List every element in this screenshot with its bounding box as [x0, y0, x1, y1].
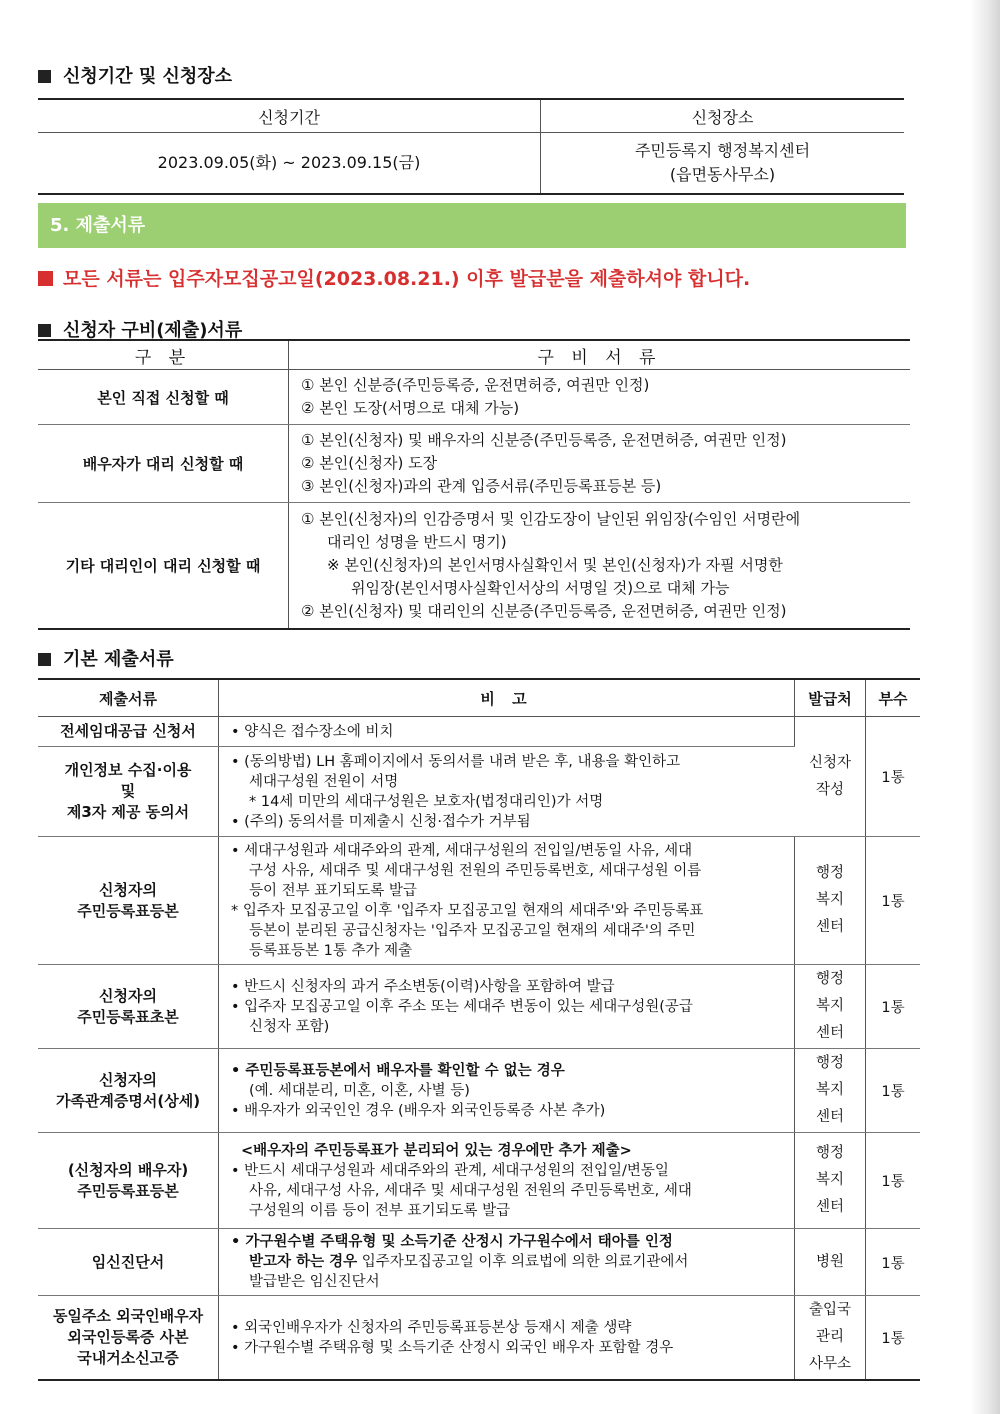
notice-line: 모든 서류는 입주자모집공고일(2023.08.21.) 이후 발급분을 제출하셔야 합니다. [38, 264, 750, 291]
doc-cell: 동일주소 외국인배우자 외국인등록증 사본 국내거소신고증 [38, 1296, 219, 1381]
period-header: 신청기간 [38, 99, 541, 133]
note-cell: • (동의방법) LH 홈페이지에서 동의서를 내려 받은 후, 내용을 확인하고 세대구성원 전원이 서명 * 14세 미만의 세대구성원은 보호자(법정대리인)가 서명 • (주의) 동의서를 미제출시 신청·접수가 거부됨 [219, 747, 795, 837]
issuer-cell: 출입국 관리 사무소 [795, 1296, 866, 1381]
table-row [38, 1296, 920, 1381]
doc-cell: 신청자의 가족관계증명서(상세) [38, 1049, 219, 1133]
place-line-2: (읍면동사무소) [669, 165, 776, 184]
red-square-bullet-icon [38, 271, 53, 286]
page-edge-shadow [970, 0, 1000, 1414]
copies-cell: 1통 [866, 717, 921, 837]
note-cell: <배우자의 주민등록표가 분리되어 있는 경우에만 추가 제출> • 반드시 세대구성원과 세대주와의 관계, 세대구성원의 전입일/변동일 사유, 세대구성 사유, 세대주 및 세대구성원 전원의 주민등록번호, 세대 구성원의 이름 등이 전부 표기되도록 발급 [219, 1133, 795, 1229]
section-title-basic: 기본 제출서류 [38, 645, 174, 671]
table-row [38, 1133, 920, 1229]
basic-header-issuer: 발급처 [795, 679, 866, 717]
basic-docs-table [38, 678, 920, 1381]
table-row [38, 717, 920, 747]
basic-header-copies: 부수 [866, 679, 921, 717]
period-value: 2023.09.05(화) ~ 2023.09.15(금) [157, 153, 421, 172]
issuer-cell: 신청자 작성 [795, 717, 866, 837]
docs-cell: ① 본인(신청자)의 인감증명서 및 인감도장이 날인된 위임장(수임인 서명란에 대리인 성명을 반드시 명기) ※ 본인(신청자)의 본인서명사실확인서 및 본인(신청자)가 자필 서명한 위임장(본인서명사실확인서상의 서명일 것)으로 대체 가능 ② 본인(신청자) 및 대리인의 신분증(주민등록증, 운전면허증, 여권만 인정) [289, 503, 911, 629]
note-cell: • 세대구성원과 세대주와의 관계, 세대구성원의 전입일/변동일 사유, 세대 구성 사유, 세대주 및 세대구성원 전원의 주민등록번호, 세대구성원 이름 등이 전부 표기되도록 발급 * 입주자 모집공고일 이후 '입주자 모집공고일 현재의 세대주'와 주민등록표 등본이 분리된 공급신청자는 '입주자 모집공고일 현재의 세대주'의 주민 등록표등본 1통 추가 제출 [219, 837, 795, 965]
square-bullet-icon [38, 70, 51, 83]
place-line-1: 주민등록지 행정복지센터 [634, 141, 811, 160]
issuer-cell: 행정 복지 센터 [795, 837, 866, 965]
table-row [38, 370, 910, 425]
square-bullet-icon [38, 324, 51, 337]
copies-cell: 1통 [866, 1296, 921, 1381]
basic-header-note: 비 고 [219, 679, 795, 717]
table-row [38, 837, 920, 965]
section-banner: 5. 제출서류 [38, 203, 906, 248]
issuer-cell: 행정 복지 센터 [795, 1049, 866, 1133]
doc-cell: (신청자의 배우자) 주민등록표등본 [38, 1133, 219, 1229]
table-row [38, 1049, 920, 1133]
note-cell: • 가구원수별 주택유형 및 소득기준 산정시 가구원수에서 태아를 인정 받고자 하는 경우 입주자모집공고일 이후 의료법에 의한 의료기관에서 발급받은 임신진단서 [219, 1229, 795, 1296]
table-row [38, 1229, 920, 1296]
table-row [38, 425, 910, 503]
copies-cell: 1통 [866, 1229, 921, 1296]
docs-cell: ① 본인 신분증(주민등록증, 운전면허증, 여권만 인정) ② 본인 도장(서명으로 대체 가능) [289, 370, 911, 425]
copies-cell: 1통 [866, 965, 921, 1049]
issuer-cell: 행정 복지 센터 [795, 1133, 866, 1229]
period-table [38, 98, 904, 195]
section-title-period: 신청기간 및 신청장소 [38, 62, 232, 88]
issuer-cell: 병원 [795, 1229, 866, 1296]
category-cell: 본인 직접 신청할 때 [38, 370, 289, 425]
doc-cell: 신청자의 주민등록표초본 [38, 965, 219, 1049]
section-title-docs: 신청자 구비(제출)서류 [38, 316, 242, 342]
copies-cell: 1통 [866, 837, 921, 965]
place-value [541, 133, 905, 195]
doc-cell: 전세임대공급 신청서 [38, 717, 219, 747]
doc-cell: 신청자의 주민등록표등본 [38, 837, 219, 965]
issuer-cell: 행정 복지 센터 [795, 965, 866, 1049]
docs-header-category: 구 분 [38, 340, 289, 370]
docs-table [38, 339, 910, 630]
table-row [38, 503, 910, 629]
note-cell: • 반드시 신청자의 과거 주소변동(이력)사항을 포함하여 발급 • 입주자 모집공고일 이후 주소 또는 세대주 변동이 있는 세대구성원(공급 신청자 포함) [219, 965, 795, 1049]
docs-cell: ① 본인(신청자) 및 배우자의 신분증(주민등록증, 운전면허증, 여권만 인정) ② 본인(신청자) 도장 ③ 본인(신청자)과의 관계 입증서류(주민등록표등본 등) [289, 425, 911, 503]
table-row [38, 965, 920, 1049]
note-cell: • 외국인배우자가 신청자의 주민등록표등본상 등재시 제출 생략 • 가구원수별 주택유형 및 소득기준 산정시 외국인 배우자 포함할 경우 [219, 1296, 795, 1381]
category-cell: 기타 대리인이 대리 신청할 때 [38, 503, 289, 629]
copies-cell: 1통 [866, 1049, 921, 1133]
doc-cell: 개인정보 수집·이용 및 제3자 제공 동의서 [38, 747, 219, 837]
docs-header-docs: 구 비 서 류 [289, 340, 911, 370]
category-cell: 배우자가 대리 신청할 때 [38, 425, 289, 503]
place-header: 신청장소 [541, 99, 905, 133]
doc-cell: 임신진단서 [38, 1229, 219, 1296]
table-row [38, 747, 920, 837]
square-bullet-icon [38, 653, 51, 666]
note-cell: • 주민등록표등본에서 배우자를 확인할 수 없는 경우 (예. 세대분리, 미혼, 이혼, 사별 등) • 배우자가 외국인인 경우 (배우자 외국인등록증 사본 추가) [219, 1049, 795, 1133]
note-cell: • 양식은 접수장소에 비치 [219, 717, 795, 747]
basic-header-doc: 제출서류 [38, 679, 219, 717]
copies-cell: 1통 [866, 1133, 921, 1229]
